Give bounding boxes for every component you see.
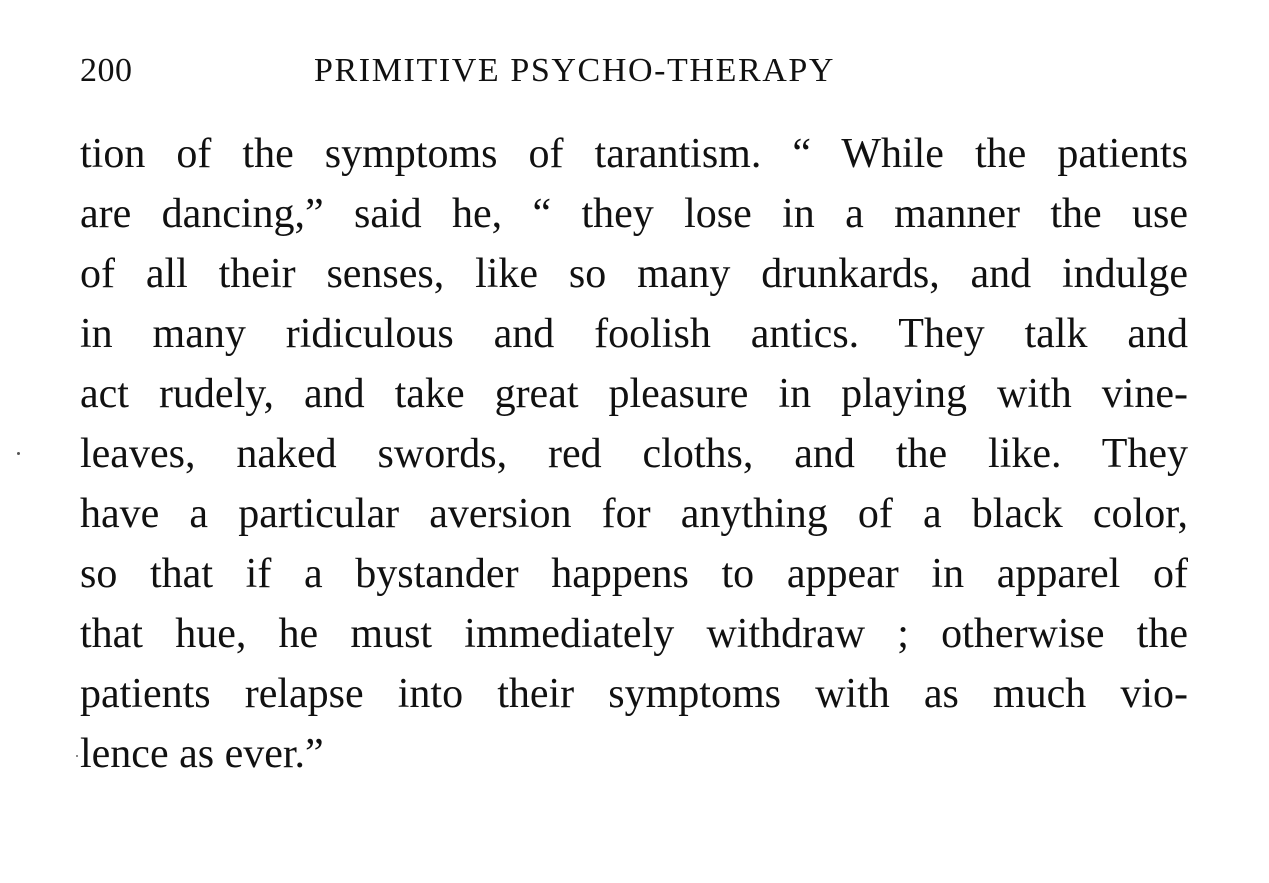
page-header [80,52,1190,96]
scan-speck [76,755,78,757]
text-line: act rudely, and take great pleasure in playing with vine- [80,371,1188,417]
text-line: are dancing,” said he, “ they lose in a manner the use [80,191,1188,237]
text-line: of all their senses, like so many drunkards, and indulge [80,251,1188,297]
text-line: patients relapse into their symptoms with as much vio- [80,671,1188,717]
text-line-last: lence as ever.” [80,731,324,777]
text-line: leaves, naked swords, red cloths, and the like. They [80,431,1188,477]
body-text [80,124,1188,784]
text-line: tion of the symptoms of tarantism. “ While the patients [80,131,1188,177]
text-line: that hue, he must immediately withdraw ; otherwise the [80,611,1188,657]
text-line: in many ridiculous and foolish antics. They talk and [80,311,1188,357]
running-head: PRIMITIVE PSYCHO-THERAPY [314,52,836,89]
text-line: so that if a bystander happens to appear in apparel of [80,551,1188,597]
scan-speck [17,452,20,455]
page-number: 200 [80,52,133,89]
text-line: have a particular aversion for anything of a black color, [80,491,1188,537]
